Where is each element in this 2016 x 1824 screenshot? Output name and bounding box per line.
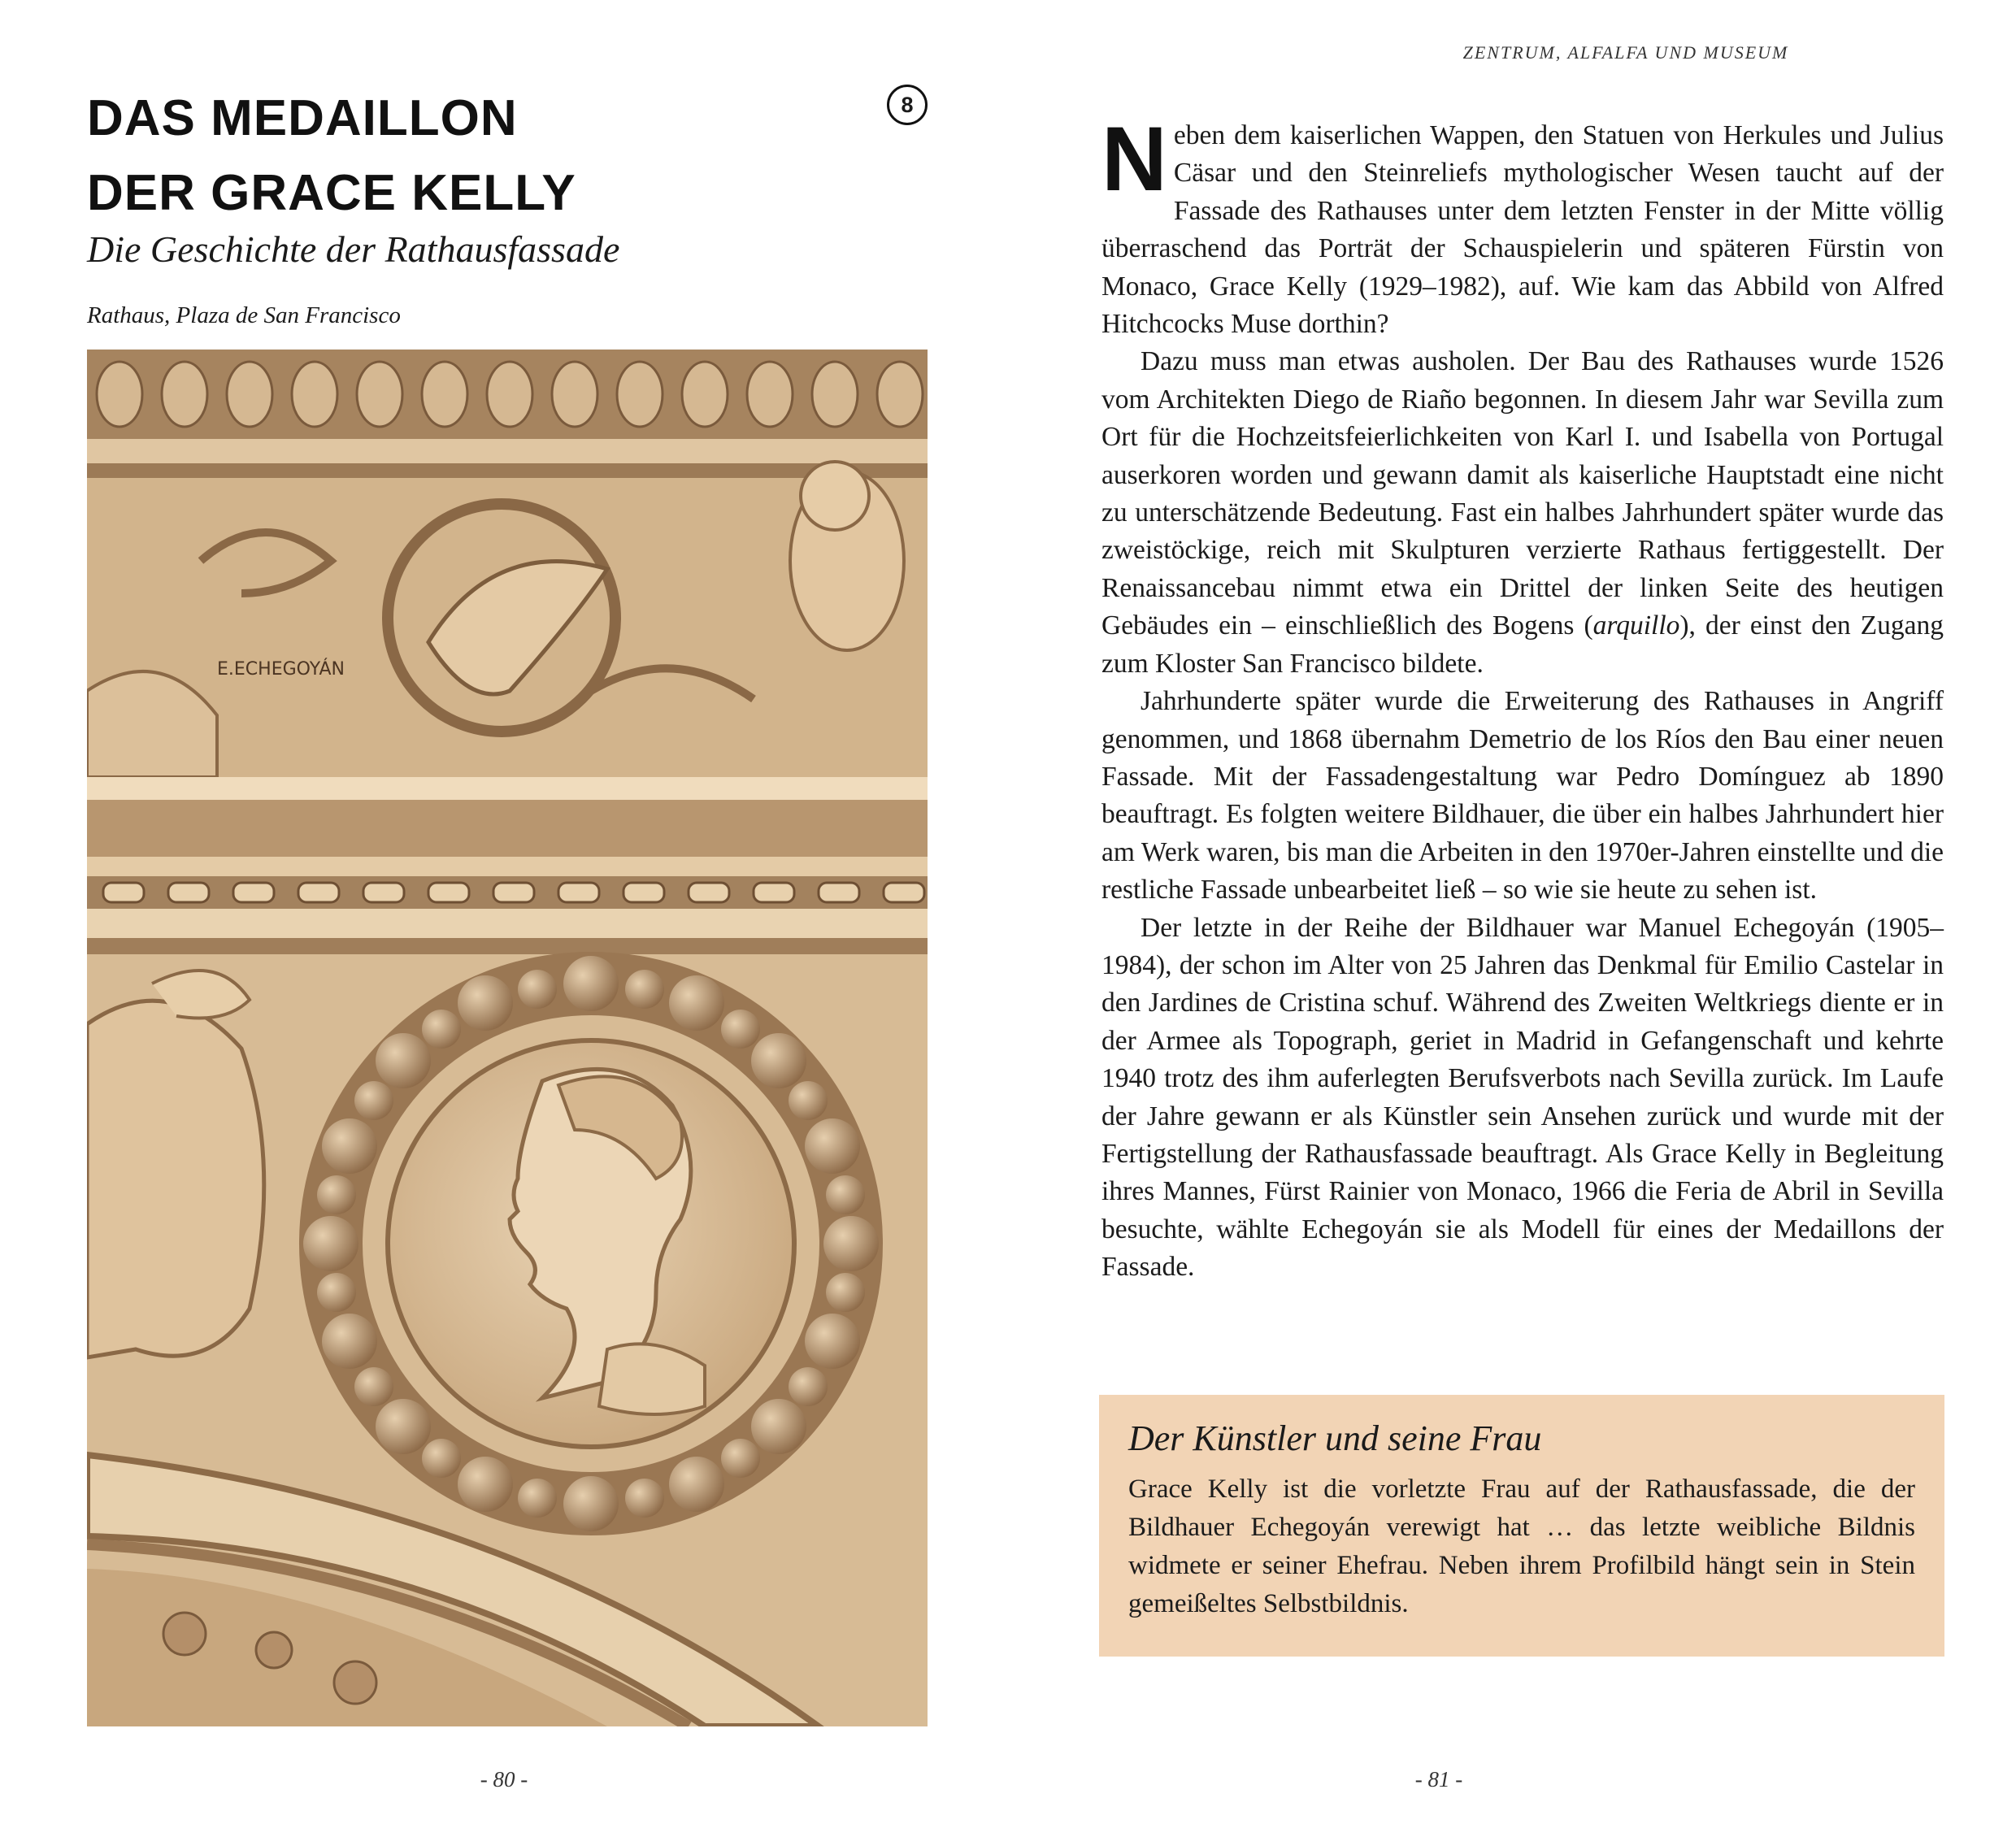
location-caption: Rathaus, Plaza de San Francisco: [87, 302, 401, 328]
page-number-right: - 81 -: [1414, 1767, 1463, 1791]
drop-cap: N: [1101, 108, 1167, 210]
page-number-left: - 80 -: [480, 1767, 528, 1791]
title-line-1: DAS MEDAILLON: [87, 90, 518, 146]
right-page: [1008, 0, 2016, 1824]
paragraph-1: [1101, 108, 1944, 343]
paragraph-2-text-b: ), der einst den Zugang zum Kloster San Francisco bildete.: [1101, 610, 1944, 679]
paragraph-2-italic: arquillo: [1592, 610, 1680, 641]
sidebar-box-title: Der Künstler und seine Frau: [1128, 1418, 1542, 1458]
sculptor-signature: E.ECHEGOYÁN: [217, 659, 345, 680]
title-line-2: DER GRACE KELLY: [87, 165, 576, 221]
paragraph-4: Der letzte in der Reihe der Bildhauer war Manuel Echegoyán (1905–1984), der schon im Alter von 25 Jahren das Denkmal für Emilio Castelar in den Jardines de Cristina schuf. Während des Zweiten Weltkriegs diente er in der Armee als Topograph, geriet in Madrid in Gefangenschaft und kehrte 1940 trotz des ihm auferlegten Berufsverbots nach Sevilla zurück. Im Laufe der Jahre gewann er als Künstler sein Ansehen zurück und wurde mit der Fertigstellung der Rathausfassade beauftragt. Als Grace Kelly in Begleitung ihres Mannes, Fürst Rainier von Monaco, 1966 die Feria de Abril in Sevilla besuchte, wählte Echegoyán sie als Modell für eines der Medaillons der Fassade.: [1101, 912, 1944, 1283]
paragraph-2-text-a: Dazu muss man etwas ausholen. Der Bau des Rathauses wurde 1526 vom Architekten Diego de Riaño begonnen. In diesem Jahr war Sevilla zum Ort für die Hochzeitsfeierlichkeiten von Karl I. und Isabella von Portugal auserkoren worden und gewann damit als kaiserliche Hauptstadt eine nicht zu unterschätzende Bedeutung. Fast ein halbes Jahrhundert später wurde das zweistöckige, reich mit Skulpturen verzierte Rathaus fertiggestellt. Der Renaissancebau nimmt etwa ein Drittel der linken Seite des heutigen Gebäudes ein – einschließlich des Bogens (: [1101, 346, 1944, 641]
paragraph-2: [1101, 343, 1944, 683]
sidebar-box-text: Grace Kelly ist die vorletzte Frau auf der Rathausfassade, die der Bildhauer Echegoyán verewigt hat … das letzte weibliche Bildnis widmete er seiner Ehefrau. Neben ihrem Profilbild hängt sein in Stein gemeißeltes Selbstbildnis.: [1128, 1474, 1915, 1618]
article-body: [1101, 108, 1944, 1287]
subtitle: Die Geschichte der Rathausfassade: [87, 228, 620, 270]
running-head: ZENTRUM, ALFALFA UND MUSEUM: [1462, 42, 1789, 63]
sidebar-box: [1099, 1395, 1944, 1657]
paragraph-3: Jahrhunderte später wurde die Erweiterung des Rathauses in Angriff genommen, und 1868 übernahm Demetrio de los Ríos den Bau einer neuen Fassade. Mit der Fassadengestaltung war Pedro Domínguez ab 1890 beauftragt. Es folgten weitere Bildhauer, die über ein halbes Jahrhundert hier am Werk waren, bis man die Arbeiten in den 1970er-Jahren einstellte und die restliche Fassade unbearbeitet ließ – so wie sie heute zu sehen ist.: [1101, 686, 1944, 905]
medallion-photo: [87, 350, 928, 1726]
paragraph-1-text: eben dem kaiserlichen Wappen, den Statuen von Herkules und Julius Cäsar und den Steinreliefs mythologischer Wesen taucht auf der Fassade des Rathauses unter dem letzten Fenster in der Mitte völlig überraschend das Porträt der Schauspielerin und späteren Fürstin von Monaco, Grace Kelly (1929–1982), auf. Wie kam das Abbild von Alfred Hitchcocks Muse dorthin?: [1101, 120, 1944, 340]
location-number-badge: 8: [887, 85, 928, 125]
page-title: [87, 81, 576, 231]
